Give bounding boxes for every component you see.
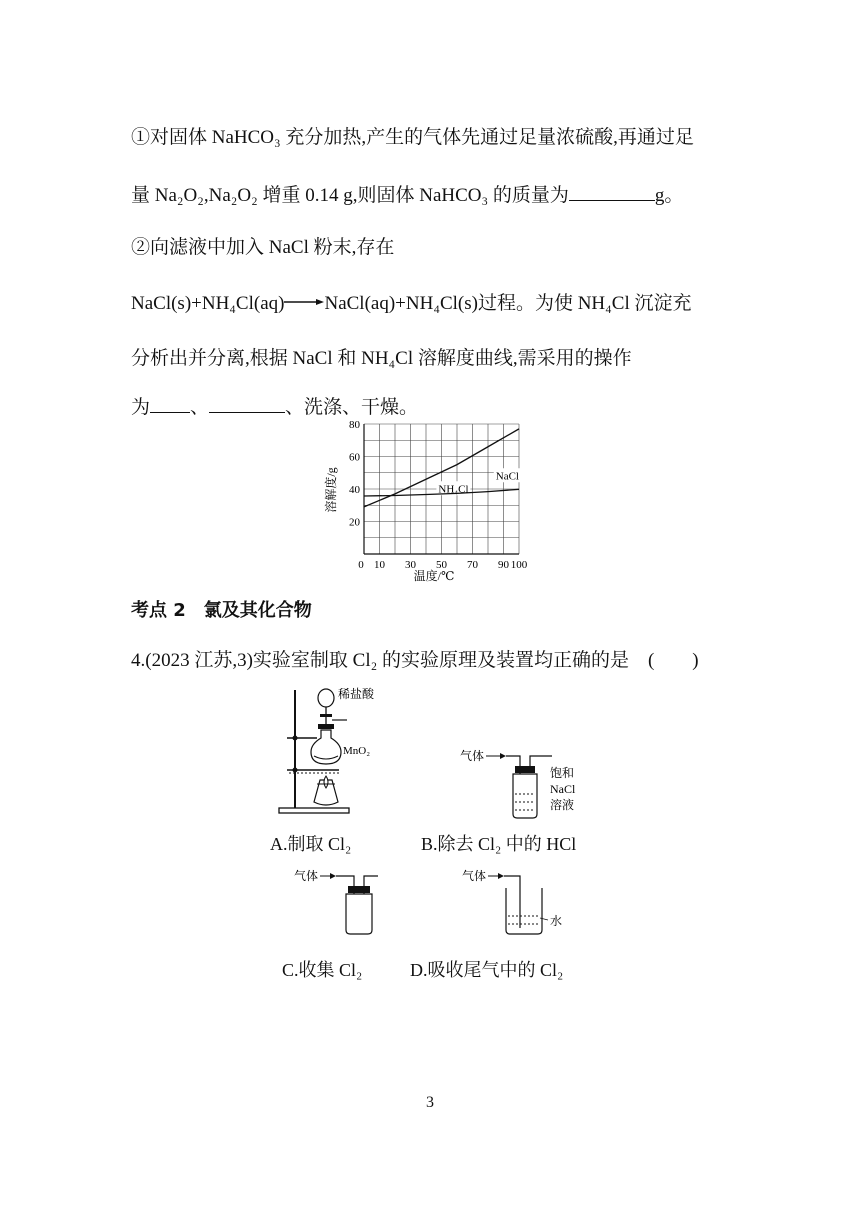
apparatus-b-drawing <box>460 744 590 820</box>
y-axis-label: 溶解度/g <box>324 467 338 513</box>
answer-blank-1[interactable] <box>150 396 190 413</box>
y-tick-label: 60 <box>349 451 360 464</box>
solubility-chart <box>322 418 542 588</box>
chart-series-layer <box>364 429 528 507</box>
option-a-caption: A.制取 Cl₂ <box>270 834 352 854</box>
label-mno2: MnO₂ <box>343 745 371 757</box>
option-d-caption: D.吸收尾气中的 Cl₂ <box>410 960 564 980</box>
reaction-right: NaCl(aq)+NH₄Cl(s)过程。为使 NH₄Cl 沉淀充 <box>324 293 692 314</box>
question-line-3: ②向滤液中加入 NaCl 粉末,存在 <box>131 237 395 258</box>
x-tick-label: 90 <box>498 559 509 571</box>
question-line-2-unit: g。 <box>654 185 684 206</box>
label-gas-b: 气体 <box>460 749 485 763</box>
question-line-6 <box>131 392 418 419</box>
label-solution: 溶液 <box>550 798 575 812</box>
x-axis-label: 温度/℃ <box>413 569 455 583</box>
label-saturated: 饱和 <box>550 766 575 780</box>
x-tick-label: 10 <box>374 559 385 571</box>
reaction-arrow-icon <box>284 297 324 307</box>
series-label-0: NH₄Cl <box>438 483 469 496</box>
section-heading: 考点 2 氯及其化合物 <box>131 600 312 621</box>
question-line-4 <box>131 288 691 315</box>
x-tick-label: 100 <box>510 559 528 571</box>
question-line-1: ①对固体 NaHCO₃ 充分加热,产生的气体先通过足量浓硫酸,再通过足 <box>131 127 694 148</box>
answer-blank[interactable] <box>569 184 655 201</box>
label-gas-d: 气体 <box>462 869 487 883</box>
apparatus-d-drawing <box>462 866 572 938</box>
x-tick-label: 70 <box>467 559 478 571</box>
reaction-left: NaCl(s)+NH₄Cl(aq) <box>131 293 285 314</box>
label-water: 水 <box>550 914 563 928</box>
question-4: 4.(2023 江苏,3)实验室制取 Cl₂ 的实验原理及装置均正确的是 ( ) <box>131 650 699 671</box>
question-line-2-text: 量 Na₂O₂,Na₂O₂ 增重 0.14 g,则固体 NaHCO₃ 的质量为 <box>131 185 569 206</box>
x-tick-label: 50 <box>436 559 447 571</box>
page-number: 3 <box>426 1094 434 1111</box>
apparatus-c-drawing <box>294 866 394 938</box>
option-b-caption: B.除去 Cl₂ 中的 HCl <box>421 834 577 854</box>
x-tick-label: 0 <box>358 559 364 571</box>
y-tick-label: 80 <box>349 419 360 431</box>
option-c-caption: C.收集 Cl₂ <box>282 960 363 980</box>
label-dilute-hcl: 稀盐酸 <box>338 687 375 701</box>
label-nacl: NaCl <box>550 782 576 796</box>
apparatus-a-drawing <box>275 684 385 818</box>
y-tick-label: 40 <box>349 484 360 496</box>
y-tick-label: 20 <box>349 516 360 529</box>
question-line-6-sep: 、 <box>190 397 210 418</box>
answer-blank-2[interactable] <box>209 396 285 413</box>
question-line-6-prefix: 为 <box>131 397 151 418</box>
question-line-5: 分析出并分离,根据 NaCl 和 NH₄Cl 溶解度曲线,需采用的操作 <box>131 348 632 369</box>
series-label-1: NaCl <box>495 470 519 483</box>
label-gas-c: 气体 <box>294 869 319 883</box>
question-line-2 <box>131 180 683 207</box>
question-line-6-suffix: 、洗涤、干燥。 <box>285 397 419 418</box>
x-tick-label: 30 <box>405 559 416 571</box>
